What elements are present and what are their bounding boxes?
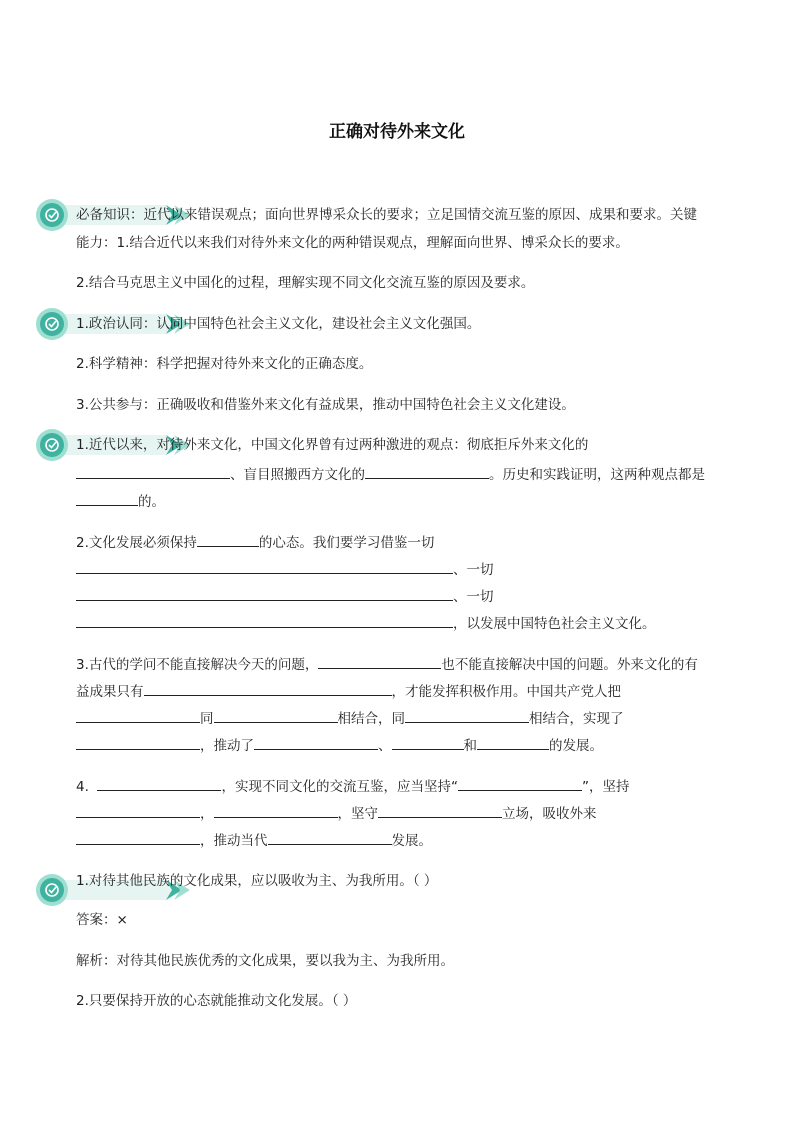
answer-blank[interactable] [392, 734, 464, 750]
judgment-2: 2.只要保持开放的心态就能推动文化发展。（ ） [76, 993, 357, 1009]
text-segment: ， [200, 806, 214, 822]
question-1-line-1: 1.近代以来，对待外来文化，中国文化界曾有过两种激进的观点：彻底拒斥外来文化的 [76, 437, 589, 453]
question-4-line-1 [76, 775, 629, 797]
text-segment: ”，坚持 [581, 779, 630, 795]
answer-blank[interactable] [76, 558, 453, 574]
answer-blank[interactable] [458, 775, 582, 791]
text-segment: 、 [378, 738, 392, 754]
text-segment: 相结合，同 [337, 711, 405, 727]
question-2-line-1 [76, 531, 434, 553]
objective-ability-2: 2.结合马克思主义中国化的过程，理解实现不同文化交流互鉴的原因及要求。 [76, 275, 535, 291]
question-4-line-3 [76, 829, 432, 851]
answer-blank[interactable] [318, 653, 441, 669]
text-segment: 益成果只有 [76, 684, 144, 700]
text-segment: 和 [463, 738, 477, 754]
text-segment: 、一切 [453, 589, 494, 605]
text-segment: 3.古代的学问不能直接解决今天的问题， [76, 657, 319, 673]
text-segment: 4. [76, 779, 89, 795]
question-1-line-3 [76, 490, 165, 512]
literacy-science: 2.科学精神：科学把握对待外来文化的正确态度。 [76, 356, 373, 372]
answer-blank[interactable] [76, 612, 453, 628]
answer-blank[interactable] [76, 463, 230, 479]
text-segment: 、一切 [453, 562, 494, 578]
text-segment: 、盲目照搬西方文化的 [230, 467, 365, 483]
page-title: 正确对待外来文化 [329, 122, 465, 142]
answer-blank[interactable] [76, 802, 200, 818]
text-segment: 相结合，实现了 [529, 711, 624, 727]
text-segment: ，以发展中国特色社会主义文化。 [453, 616, 656, 632]
text-segment: 同 [200, 711, 214, 727]
answer-blank[interactable] [365, 463, 489, 479]
answer-blank[interactable] [144, 680, 392, 696]
question-3-line-1 [76, 653, 698, 675]
text-segment: ，实现不同文化的交流互鉴，应当坚持“ [221, 779, 458, 795]
answer-blank[interactable] [76, 585, 453, 601]
text-segment: 立场，吸收外来 [502, 806, 597, 822]
text-segment: 。历史和实践证明，这两种观点都是 [489, 467, 705, 483]
answer-blank[interactable] [197, 531, 259, 547]
answer-blank[interactable] [76, 707, 200, 723]
text-segment: ，推动当代 [200, 833, 268, 849]
objective-ability: 能力：1.结合近代以来我们对待外来文化的两种错误观点，理解面向世界、博采众长的要求。 [76, 235, 629, 251]
answer-blank[interactable] [214, 802, 338, 818]
question-2-line-2 [76, 558, 494, 580]
question-2-line-4 [76, 612, 656, 634]
text-segment: 发展。 [391, 833, 432, 849]
answer-blank[interactable] [76, 829, 200, 845]
question-3-line-2 [76, 680, 621, 702]
question-3-line-3 [76, 707, 624, 729]
judgment-1-answer: 答案：× [76, 912, 128, 928]
question-4-line-2 [76, 802, 597, 824]
answer-blank[interactable] [214, 707, 338, 723]
text-segment: 的。 [138, 494, 165, 510]
literacy-political: 1.政治认同：认同中国特色社会主义文化，建设社会主义文化强国。 [76, 316, 481, 332]
answer-blank[interactable] [76, 734, 200, 750]
judgment-1: 1.对待其他民族的文化成果，应以吸收为主、为我所用。（ ） [76, 873, 438, 889]
text-segment: 的心态。我们要学习借鉴一切 [258, 535, 435, 551]
answer-blank[interactable] [97, 775, 221, 791]
text-segment: 的发展。 [549, 738, 603, 754]
answer-blank[interactable] [378, 802, 502, 818]
answer-blank[interactable] [254, 734, 378, 750]
text-segment: 2.文化发展必须保持 [76, 535, 197, 551]
answer-blank[interactable] [268, 829, 392, 845]
judgment-1-explanation: 解析：对待其他民族优秀的文化成果，要以我为主、为我所用。 [76, 953, 454, 969]
question-3-line-4 [76, 734, 603, 756]
answer-blank[interactable] [405, 707, 529, 723]
text-segment: ，才能发挥积极作用。中国共产党人把 [391, 684, 621, 700]
literacy-public: 3.公共参与：正确吸收和借鉴外来文化有益成果，推动中国特色社会主义文化建设。 [76, 397, 575, 413]
text-segment: 也不能直接解决中国的问题。外来文化的有 [441, 657, 698, 673]
question-1-line-2 [76, 463, 705, 485]
answer-blank[interactable] [76, 490, 138, 506]
objective-knowledge: 必备知识：近代以来错误观点；面向世界博采众长的要求；立足国情交流互鉴的原因、成果和要求。关键 [76, 207, 697, 223]
text-segment: ，推动了 [200, 738, 254, 754]
question-2-line-3 [76, 585, 494, 607]
answer-blank[interactable] [477, 734, 549, 750]
text-segment: ，坚守 [337, 806, 378, 822]
